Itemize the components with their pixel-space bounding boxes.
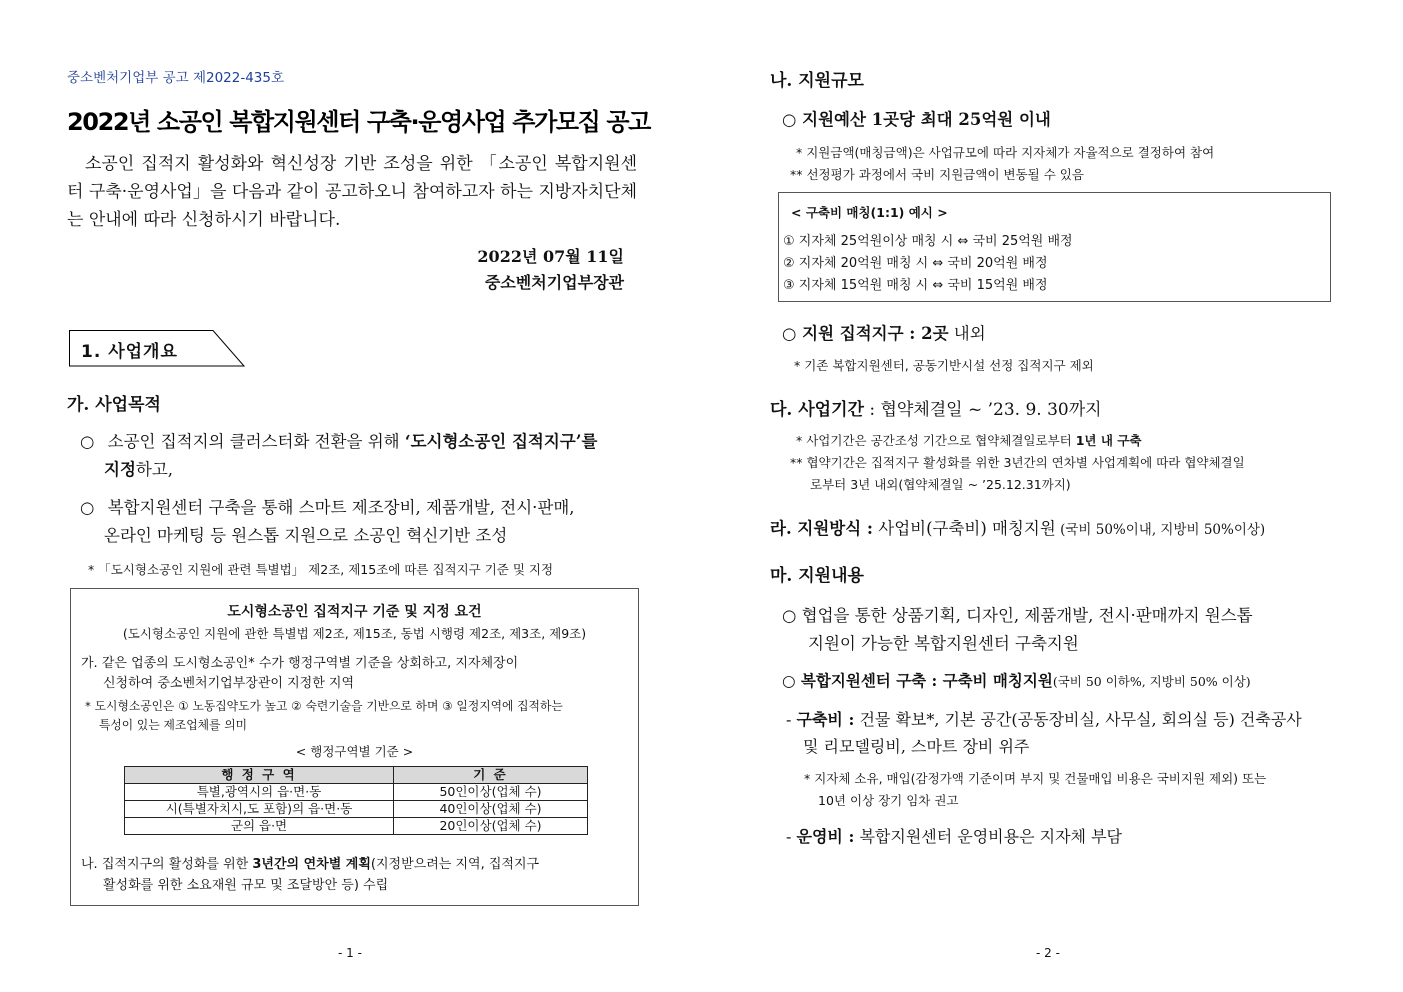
bullet: ○ — [80, 432, 95, 451]
period-note-2-line1: ** 협약기간은 집적지구 활성화를 위한 3년간의 연차별 사업계획에 따라 협약체결일 — [790, 455, 1245, 470]
period-line — [770, 395, 1102, 420]
method-value: 사업비(구축비) 매칭지원 — [873, 519, 1056, 538]
scale-heading: 나. 지원규모 — [770, 71, 864, 91]
criteria-item-b-bold: 3년간의 연차별 계획 — [252, 857, 371, 872]
table-cell-criteria: 50인이상(업체 수) — [394, 784, 588, 801]
table-header-region: 행 정 구 역 — [125, 767, 394, 784]
district-note: * 기존 복합지원센터, 공동기반시설 선정 집적지구 제외 — [794, 358, 1094, 373]
criteria-item-a-line1: 가. 같은 업종의 도시형소공인* 수가 행정구역별 기준을 상회하고, 지자체장이 — [81, 656, 519, 671]
period-note-1 — [796, 431, 1141, 449]
purpose-item-2 — [80, 494, 575, 522]
op-dash: - — [786, 827, 797, 846]
purpose-item-1-bold: ‘도시형소공인 집적지구’를 — [404, 432, 598, 451]
intro-paragraph: 소공인 집적지 활성화와 혁신성장 기반 조성을 위한 「소공인 복합지원센터 구축·운영사업」을 다음과 같이 공고하오니 참여하고자 하는 지방자치단체는 안내에 따라 신청하시기 바랍니다. — [67, 154, 637, 230]
criteria-title: 도시형소공인 집적지구 기준 및 지정 요건 — [227, 604, 482, 620]
purpose-item-2-line2: 온라인 마케팅 등 원스톱 지원으로 소공인 혁신기반 조성 — [104, 526, 508, 545]
table-header-row — [125, 767, 588, 784]
table-cell-region: 군의 읍·면 — [125, 818, 394, 835]
period-note-1-text: * 사업기간은 공간조성 기간으로 협약체결일로부터 — [796, 433, 1076, 448]
page-2 — [700, 0, 1403, 992]
center-build-line — [782, 669, 1251, 691]
table-row — [125, 818, 588, 835]
build-cost-text: 건물 확보*, 기본 공간(공동장비실, 사무실, 회의실 등) 건축공사 — [854, 710, 1302, 729]
budget-note-2: ** 선정평가 과정에서 국비 지원금액이 변동될 수 있음 — [790, 167, 1084, 182]
table-cell-criteria: 20인이상(업체 수) — [394, 818, 588, 835]
period-note-1-bold: 1년 내 구축 — [1075, 433, 1142, 448]
criteria-item-b-post: (지정받으려는 지역, 집적지구 — [370, 857, 540, 872]
build-note-line2: 10년 이상 장기 임차 권고 — [818, 793, 959, 808]
section-1-heading-box — [69, 330, 244, 366]
criteria-subtitle: (도시형소공인 지원에 관한 특별법 제2조, 제15조, 동법 시행령 제2조, 제3조, 제9조) — [122, 626, 587, 641]
method-heading: 라. 지원방식 : — [770, 519, 874, 538]
example-row-1: ① 지자체 25억원이상 매칭 시 ⇔ 국비 25억원 배정 — [783, 234, 1073, 249]
operating-cost-label: 운영비 : — [796, 827, 855, 846]
criteria-item-b-line2: 활성화를 위한 소요재원 규모 및 조달방안 등) 수립 — [103, 878, 389, 893]
table-row — [125, 784, 588, 801]
operating-cost-line — [786, 824, 1122, 847]
content-heading: 마. 지원내용 — [770, 566, 864, 586]
table-cell-criteria: 40인이상(업체 수) — [394, 801, 588, 818]
signer: 중소벤처기업부장관 — [484, 273, 624, 292]
criteria-note-line1: * 도시형소공인은 ① 노동집약도가 높고 ② 숙련기술을 기반으로 하며 ③ 일정지역에 집적하는 — [85, 699, 563, 713]
example-title: < 구축비 매칭(1:1) 예시 > — [791, 205, 948, 220]
build-note-line1: * 지자체 소유, 매입(감정가액 기준이며 부지 및 건물매입 비용은 국비지원 제외) 또는 — [804, 771, 1267, 786]
page-1 — [0, 0, 700, 992]
table-header-criteria: 기 준 — [394, 767, 588, 784]
build-cost-line2: 및 리모델링비, 스마트 장비 위주 — [803, 737, 1030, 756]
method-paren: (국비 50%이내, 지방비 50%이상) — [1055, 522, 1266, 538]
period-note-2-line2: 로부터 3년 내외(협약체결일 ~ ’25.12.31까지) — [810, 477, 1071, 492]
content-item-line1: ○ 협업을 통한 상품기획, 디자인, 제품개발, 전시·판매까지 원스톱 — [782, 606, 1253, 625]
district-bold: ○ 지원 집적지구 : 2곳 — [782, 324, 949, 343]
center-build-paren: (국비 50 이하%, 지방비 50% 이상) — [1052, 674, 1251, 689]
matching-example-box — [778, 192, 1331, 302]
table-cell-region: 시(특별자치시,도 포함)의 읍·면·동 — [125, 801, 394, 818]
table-row — [125, 801, 588, 818]
build-cost-line1 — [786, 707, 1302, 730]
document-title: 2022년 소공인 복합지원센터 구축·운영사업 추가모집 공고 — [67, 108, 650, 136]
content-item-line2: 지원이 가능한 복합지원센터 구축지원 — [808, 634, 1079, 653]
purpose-item-2-line1: 복합지원센터 구축을 통해 스마트 제조장비, 제품개발, 전시·판매, — [107, 498, 575, 517]
district-rest: 내외 — [948, 324, 986, 343]
criteria-item-b-pre: 나. 집적지구의 활성화를 위한 — [81, 857, 253, 872]
criteria-item-a-line2: 신청하여 중소벤처기업부장관이 지정한 지역 — [103, 676, 354, 691]
purpose-item-1-line2 — [104, 456, 173, 484]
criteria-note-line2: 특성이 있는 제조업체를 의미 — [99, 718, 247, 732]
table-cell-region: 특별,광역시의 읍·면·동 — [125, 784, 394, 801]
purpose-note: * 「도시형소공인 지원에 관련 특별법」 제2조, 제15조에 따른 집적지구 기준 및 지정 — [88, 562, 554, 577]
notice-date: 2022년 07월 11일 — [477, 247, 624, 266]
region-criteria-table — [124, 766, 588, 835]
budget-note-1: * 지원금액(매칭금액)은 사업규모에 따라 지자체가 자율적으로 결정하여 참여 — [796, 145, 1215, 160]
purpose-item-1-text: 소공인 집적지의 클러스터화 전환을 위해 — [107, 432, 405, 451]
bullet: ○ — [80, 498, 95, 517]
criteria-item-b-line1 — [81, 853, 539, 872]
criteria-box — [70, 588, 639, 906]
page-number-1: - 1 - — [338, 946, 362, 960]
district-line — [782, 320, 986, 344]
purpose-heading: 가. 사업목적 — [67, 395, 161, 415]
notice-number: 중소벤처기업부 공고 제2022-435호 — [67, 70, 285, 86]
purpose-item-1 — [80, 428, 597, 456]
purpose-item-1-line2-text: 하고, — [135, 460, 174, 479]
example-row-3: ③ 지자체 15억원 매칭 시 ⇔ 국비 15억원 배정 — [783, 278, 1048, 293]
table-caption: < 행정구역별 기준 > — [295, 744, 414, 759]
method-line — [770, 515, 1265, 539]
section-1-heading: 1. 사업개요 — [81, 342, 178, 362]
center-build-bold: ○ 복합지원센터 구축 : 구축비 매칭지원 — [782, 671, 1053, 690]
build-cost-label: 구축비 : — [796, 710, 855, 729]
purpose-item-1-line2-bold: 지정 — [104, 460, 136, 479]
build-dash: - — [786, 710, 797, 729]
budget-line: ○ 지원예산 1곳당 최대 25억원 이내 — [782, 110, 1051, 129]
period-heading: 다. 사업기간 — [770, 400, 864, 420]
operating-cost-text: 복합지원센터 운영비용은 지자체 부담 — [854, 827, 1122, 846]
period-value: : 협약체결일 ~ ’23. 9. 30까지 — [863, 400, 1102, 420]
example-row-2: ② 지자체 20억원 매칭 시 ⇔ 국비 20억원 배정 — [783, 256, 1048, 271]
page-number-2: - 2 - — [1036, 946, 1060, 960]
